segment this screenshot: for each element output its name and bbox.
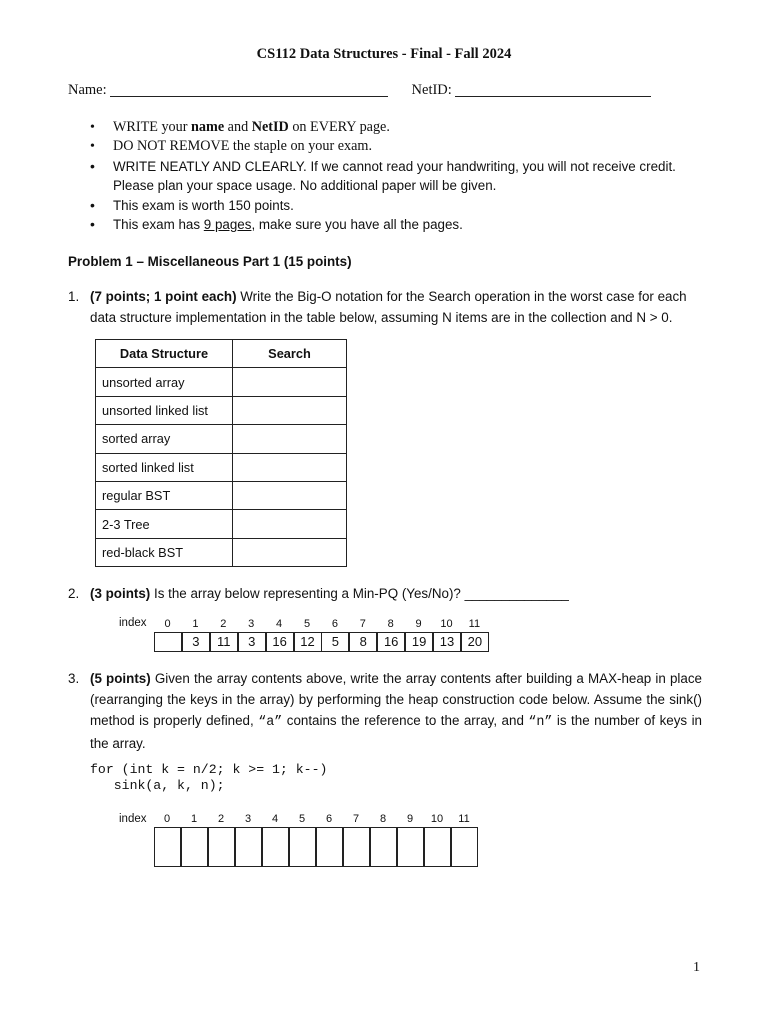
page-number: 1 [693,960,700,975]
array-cell[interactable] [235,827,262,867]
search-answer-cell[interactable] [233,453,347,481]
index-number: 5 [303,618,311,630]
name-label: Name: [68,82,107,98]
index-number: 2 [217,813,225,825]
index-number: 8 [379,813,387,825]
data-structure-name: unsorted array [96,368,233,396]
array-cell: 11 [210,632,238,652]
code-line: for (int k = n/2; k >= 1; k--) [90,762,328,777]
array-cell: 16 [266,632,294,652]
name-field[interactable] [110,82,388,97]
question-1-text: (7 points; 1 point each) Write the Big-O notation for the Search operation in the worst case for each data structure implementation in the table below, assuming N items are in the collection and N > 0. [90,289,687,325]
table-row [96,538,347,566]
question-number: 3. [68,671,80,686]
array-cell[interactable] [451,827,478,867]
array-cell[interactable] [208,827,235,867]
table-header: Data Structure [96,340,233,368]
index-number: 4 [271,813,279,825]
netid-field[interactable] [455,82,651,97]
array-cell: 5 [321,632,349,652]
array-cell[interactable] [154,827,181,867]
array-cell[interactable] [397,827,424,867]
array-cell[interactable] [316,827,343,867]
index-number: 9 [406,813,414,825]
array-cell: 13 [433,632,461,652]
index-number: 11 [468,618,481,630]
question-number: 1. [68,289,80,304]
index-number: 0 [164,618,171,630]
array-cell[interactable] [262,827,289,867]
data-structure-name: 2-3 Tree [96,510,233,538]
instruction-item: • This exam has 9 pages, make sure you have all the pages. [90,215,710,234]
index-number: 9 [415,618,422,630]
array-cell[interactable] [181,827,208,867]
index-number: 3 [244,813,252,825]
array-cell: 16 [377,632,405,652]
data-structure-name: regular BST [96,481,233,509]
name-netid-line [68,82,651,99]
index-number: 8 [387,618,394,630]
data-structure-name: unsorted linked list [96,396,233,424]
table-row [96,510,347,538]
search-answer-cell[interactable] [233,481,347,509]
index-label: index [119,813,147,825]
index-number: 2 [220,618,227,630]
array-cell: 12 [294,632,322,652]
search-answer-cell[interactable] [233,538,347,566]
array-cell: 19 [405,632,433,652]
array-cell: 3 [238,632,266,652]
index-number: 1 [190,813,198,825]
question-3-text: (5 points) Given the array contents above, write the array contents after building a MAX-heap in place (rearranging the keys in the array) by performing the heap construction code below. Assume the sink() method is properly defined, “a” contains the reference to the array, and “n” is the number of keys in the array. [90,671,703,751]
index-number: 10 [430,813,444,825]
instructions-list [90,118,710,234]
array-cell[interactable] [370,827,397,867]
array-cell: 20 [461,632,489,652]
problem-heading: Problem 1 – Miscellaneous Part 1 (15 points) [68,254,352,269]
index-number: 3 [248,618,255,630]
table-row [96,453,347,481]
array-cell [154,632,182,652]
index-number: 1 [192,618,199,630]
table-row [96,368,347,396]
array-cell: 8 [349,632,377,652]
table-header: Search [233,340,347,368]
index-number: 0 [163,813,171,825]
array-cell: 3 [182,632,210,652]
table-row [96,396,347,424]
data-structure-name: red-black BST [96,538,233,566]
array-cell[interactable] [343,827,370,867]
instruction-item: • DO NOT REMOVE the staple on your exam. [90,137,710,156]
array-cell[interactable] [289,827,316,867]
exam-title: CS112 Data Structures - Final - Fall 2024 [256,46,512,62]
code-line: sink(a, k, n); [90,778,225,793]
instruction-item: • WRITE NEATLY AND CLEARLY. If we cannot read your handwriting, you will not receive credit. Please plan your space usage. No additional paper will be given. [90,157,710,196]
table-row [96,425,347,453]
index-number: 10 [440,618,453,630]
question-2-text: (3 points) Is the array below representing a Min-PQ (Yes/No)? ______________ [90,586,569,601]
heap-construction-code [90,762,327,794]
netid-label: NetID: [411,82,452,98]
index-label: index [119,617,147,629]
question-number: 2. [68,586,80,601]
index-number: 5 [298,813,306,825]
data-structure-name: sorted array [96,425,233,453]
search-answer-cell[interactable] [233,368,347,396]
data-structure-name: sorted linked list [96,453,233,481]
index-number: 7 [352,813,360,825]
data-structure-table [95,339,347,567]
instruction-item: • This exam is worth 150 points. [90,196,710,215]
array-cell[interactable] [424,827,451,867]
index-number: 4 [276,618,283,630]
table-row [96,481,347,509]
index-number: 6 [331,618,338,630]
index-number: 6 [325,813,333,825]
index-number: 11 [458,813,470,825]
index-number: 7 [359,618,366,630]
instruction-item: • WRITE your name and NetID on EVERY page. [90,118,710,137]
search-answer-cell[interactable] [233,425,347,453]
search-answer-cell[interactable] [233,396,347,424]
search-answer-cell[interactable] [233,510,347,538]
